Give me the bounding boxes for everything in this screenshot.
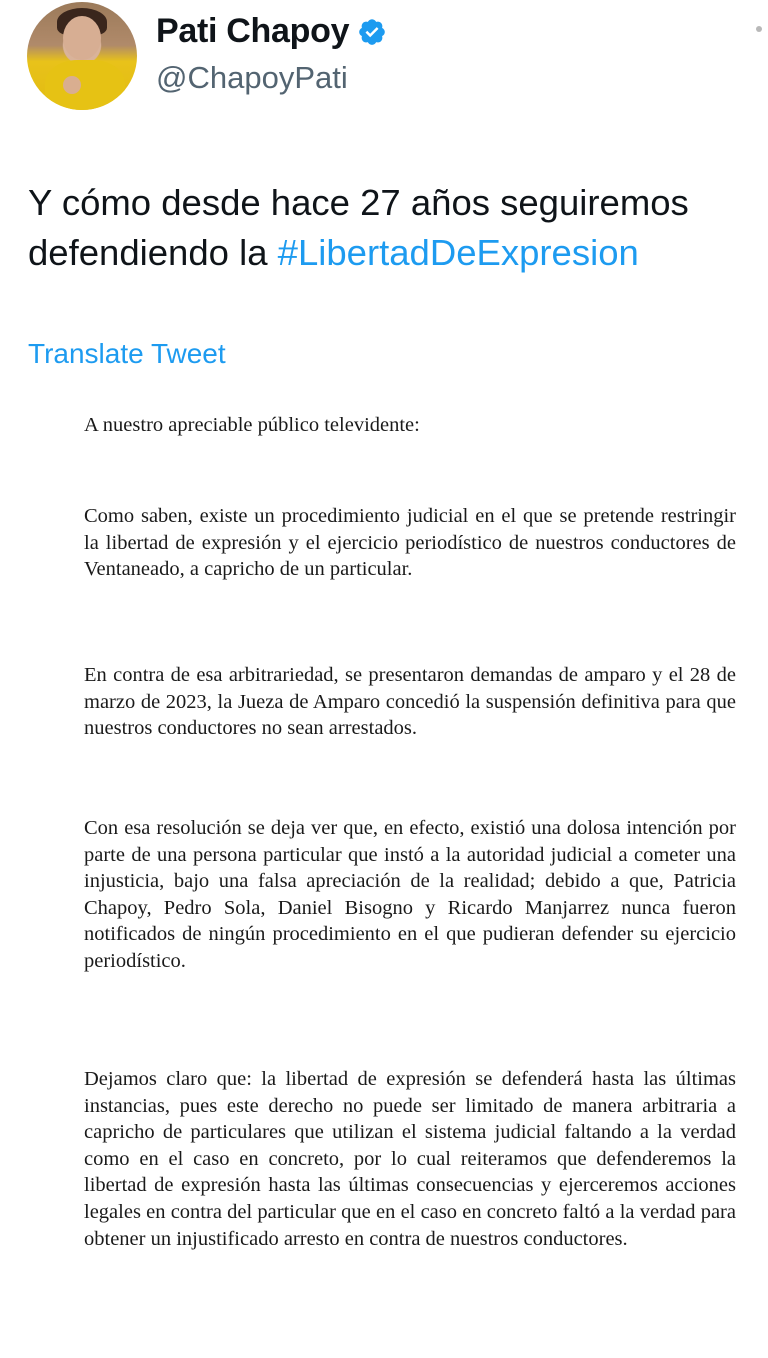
document-paragraph: Dejamos claro que: la libertad de expresión se defenderá hasta las últimas instancias, pues este derecho no puede ser limitado de manera arbitraria a capricho de particulares que utilizan el sistema judicial faltando a la verdad como en el caso en concreto, por lo cual reiteramos que defenderemos la libertad de expresión hasta las últimas consecuencias y ejerceremos acciones legales en contra del particular que en el caso en concreto faltó a la verdad para obtener un injustificado arresto en contra de nuestros conductores. <box>84 1068 736 1250</box>
tweet-text-line-1: Y cómo desde hace 27 años seguiremos <box>28 182 689 223</box>
tweet-text-line-2 <box>28 228 768 278</box>
avatar[interactable] <box>27 2 137 110</box>
tweet-text <box>28 178 768 278</box>
tweet-text-prefix: defendiendo la <box>28 232 278 273</box>
avatar-shirt <box>45 60 125 110</box>
document-greeting: A nuestro apreciable público televidente: <box>84 414 420 436</box>
document-paragraph: En contra de esa arbitrariedad, se presentaron demandas de amparo y el 28 de marzo de 2023, la Jueza de Amparo concedió la suspensión definitiva para que nuestros conductores no sean arrestados. <box>84 664 736 740</box>
hashtag-link[interactable]: #LibertadDeExpresion <box>277 232 639 273</box>
avatar-hand <box>63 76 81 94</box>
translate-tweet-link[interactable]: Translate Tweet <box>28 338 226 369</box>
more-options-icon[interactable] <box>756 26 762 32</box>
document-paragraph: Con esa resolución se deja ver que, en efecto, existió una dolosa intención por parte de una persona particular que instó a la autoridad judicial a cometer una injusticia, bajo una falsa apreciación de la realidad; debido a que, Patricia Chapoy, Pedro Sola, Daniel Bisogno y Ricardo Manjarrez nunca fueron notificados de ningún procedimiento en el que pudieran defender su ejercicio periodístico. <box>84 817 736 972</box>
document-paragraph: Como saben, existe un procedimiento judicial en el que se pretende restringir la libertad de expresión y el ejercicio periodístico de nuestros conductores de Ventaneado, a capricho de un particular. <box>84 505 736 581</box>
display-name[interactable]: Pati Chapoy <box>156 12 350 50</box>
author-name-row[interactable] <box>156 12 387 51</box>
avatar-face <box>63 16 101 60</box>
verified-badge-icon <box>357 17 387 47</box>
author-handle[interactable]: @ChapoyPati <box>156 60 348 95</box>
